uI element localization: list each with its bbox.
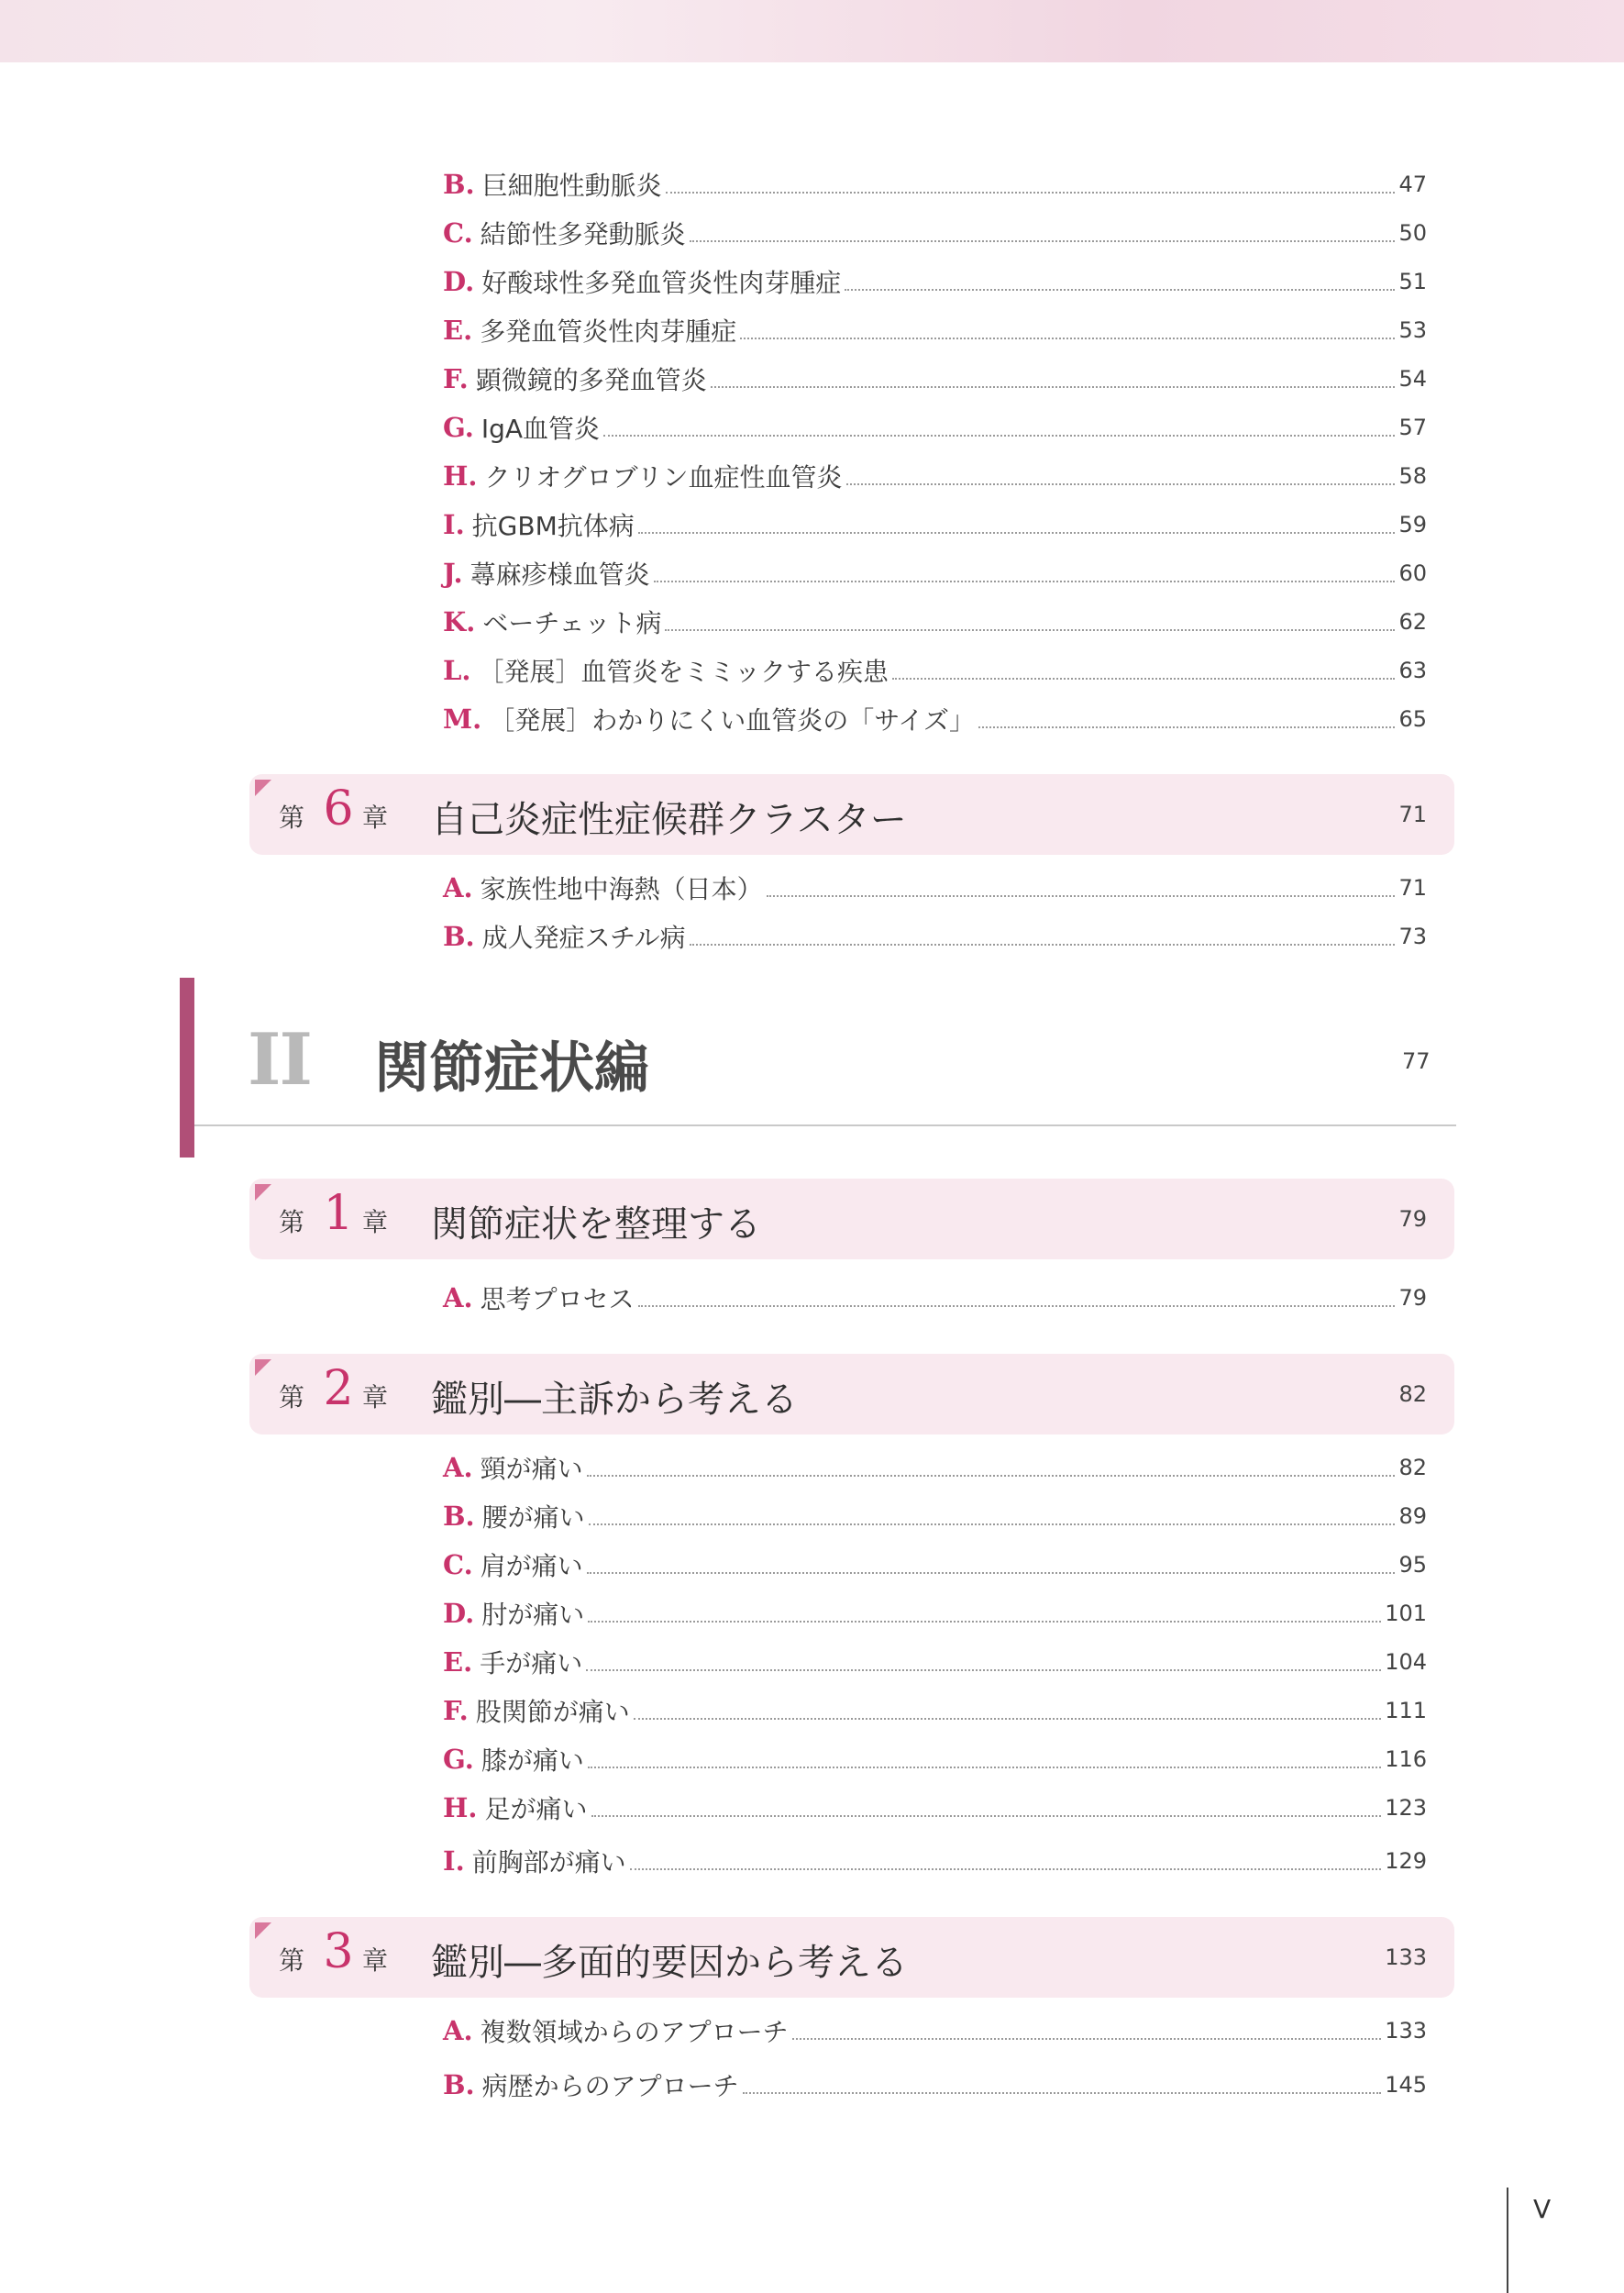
dot-leader bbox=[666, 192, 1396, 194]
dot-leader bbox=[845, 289, 1395, 291]
chapter-suffix: 章 bbox=[362, 1945, 389, 1976]
chapter-suffix: 章 bbox=[362, 1207, 389, 1237]
top-decorative-band bbox=[0, 0, 1624, 62]
part-accent-bar bbox=[180, 978, 194, 1158]
chapter-number: 2 bbox=[323, 1361, 354, 1416]
toc-entry[interactable] bbox=[443, 1448, 1427, 1487]
entry-letter: M. bbox=[443, 703, 482, 735]
entry-page: 60 bbox=[1398, 560, 1427, 586]
toc-entry[interactable] bbox=[443, 505, 1427, 544]
chapter-prefix: 第 bbox=[279, 1382, 305, 1412]
part-numeral: II bbox=[248, 1018, 311, 1102]
toc-entry[interactable] bbox=[443, 165, 1427, 204]
toc-entry[interactable] bbox=[443, 311, 1427, 349]
entry-page: 65 bbox=[1398, 706, 1427, 732]
toc-entry[interactable] bbox=[443, 2011, 1427, 2050]
dot-leader bbox=[767, 895, 1396, 897]
entry-title: 蕁麻疹様血管炎 bbox=[470, 559, 650, 590]
entry-letter: B. bbox=[443, 2069, 475, 2100]
chapter-suffix: 章 bbox=[362, 803, 389, 833]
entry-letter: K. bbox=[443, 606, 476, 637]
entry-letter: E. bbox=[443, 1646, 473, 1678]
chapter-title: 自己炎症性症候群クラスター bbox=[431, 799, 907, 841]
chapter-prefix: 第 bbox=[279, 1945, 305, 1976]
toc-entry[interactable] bbox=[443, 603, 1427, 641]
entry-letter: D. bbox=[443, 1598, 475, 1629]
entry-letter: E. bbox=[443, 315, 473, 346]
dot-leader bbox=[588, 1621, 1381, 1623]
entry-letter: G. bbox=[443, 1744, 474, 1775]
chapter-title: 鑑別―主訴から考える bbox=[431, 1379, 798, 1421]
dot-leader bbox=[690, 944, 1396, 946]
entry-page: 54 bbox=[1398, 366, 1427, 392]
dot-leader bbox=[711, 386, 1396, 388]
toc-entry[interactable] bbox=[443, 1643, 1427, 1681]
entry-page: 89 bbox=[1398, 1503, 1427, 1529]
dot-leader bbox=[634, 1718, 1381, 1720]
dot-leader bbox=[846, 483, 1396, 485]
chapter-suffix: 章 bbox=[362, 1382, 389, 1412]
entry-letter: A. bbox=[443, 872, 473, 903]
entry-title: 肩が痛い bbox=[480, 1551, 583, 1581]
entry-letter: B. bbox=[443, 921, 475, 952]
toc-entry[interactable] bbox=[443, 651, 1427, 690]
chapter-page: 71 bbox=[1398, 802, 1427, 827]
entry-title: 肘が痛い bbox=[481, 1600, 585, 1630]
page-number: V bbox=[1533, 2194, 1552, 2224]
chapter-number: 3 bbox=[323, 1924, 354, 1979]
toc-entry[interactable] bbox=[443, 1691, 1427, 1730]
entry-page: 53 bbox=[1398, 317, 1427, 343]
entry-page: 63 bbox=[1398, 658, 1427, 683]
entry-page: 95 bbox=[1398, 1552, 1427, 1578]
dot-leader bbox=[603, 435, 1395, 437]
entry-title: ［発展］血管炎をミミックする疾患 bbox=[478, 657, 889, 687]
part-divider bbox=[194, 1124, 1456, 1126]
entry-letter: J. bbox=[443, 558, 463, 589]
dot-leader bbox=[792, 2038, 1382, 2040]
entry-page: 50 bbox=[1398, 220, 1427, 246]
entry-title: 足が痛い bbox=[484, 1794, 588, 1824]
entry-letter: H. bbox=[443, 460, 478, 492]
dot-leader bbox=[630, 1868, 1382, 1870]
chapter-page: 79 bbox=[1398, 1206, 1427, 1232]
entry-letter: I. bbox=[443, 1845, 465, 1877]
toc-entry[interactable] bbox=[443, 917, 1427, 956]
entry-letter: I. bbox=[443, 509, 465, 540]
entry-title: 複数領域からのアプローチ bbox=[480, 2017, 789, 2047]
toc-entry[interactable] bbox=[443, 2066, 1427, 2104]
entry-page: 51 bbox=[1398, 269, 1427, 294]
toc-entry[interactable] bbox=[443, 869, 1427, 907]
entry-letter: A. bbox=[443, 1452, 473, 1483]
entry-page: 79 bbox=[1398, 1285, 1427, 1311]
dot-leader bbox=[978, 726, 1395, 728]
toc-entry[interactable] bbox=[443, 1842, 1427, 1880]
dot-leader bbox=[586, 1669, 1381, 1671]
dot-leader bbox=[740, 338, 1395, 339]
entry-title: ベーチェット病 bbox=[482, 608, 662, 638]
chapter-page: 133 bbox=[1385, 1944, 1427, 1970]
entry-title: 思考プロセス bbox=[480, 1284, 635, 1314]
entry-title: クリオグロブリン血症性血管炎 bbox=[484, 462, 843, 493]
entry-page: 73 bbox=[1398, 924, 1427, 949]
entry-title: 家族性地中海熱（日本） bbox=[480, 874, 763, 904]
entry-title: 多発血管炎性肉芽腫症 bbox=[480, 316, 737, 347]
entry-page: 104 bbox=[1385, 1649, 1427, 1675]
chapter-title: 関節症状を整理する bbox=[431, 1203, 761, 1246]
chapter-number: 1 bbox=[323, 1186, 354, 1241]
entry-letter: F. bbox=[443, 1695, 469, 1726]
entry-title: 結節性多発動脈炎 bbox=[480, 219, 686, 249]
chapter-prefix: 第 bbox=[279, 1207, 305, 1237]
toc-entry[interactable] bbox=[443, 554, 1427, 593]
entry-title: 抗GBM抗体病 bbox=[471, 511, 635, 541]
entry-letter: C. bbox=[443, 1549, 473, 1580]
corner-accent bbox=[255, 1922, 271, 1939]
entry-page: 123 bbox=[1385, 1795, 1427, 1821]
dot-leader bbox=[588, 1767, 1381, 1768]
entry-title: 頸が痛い bbox=[480, 1454, 583, 1484]
entry-page: 129 bbox=[1385, 1848, 1427, 1874]
entry-page: 62 bbox=[1398, 609, 1427, 635]
entry-page: 57 bbox=[1398, 415, 1427, 440]
toc-entry[interactable] bbox=[443, 214, 1427, 252]
entry-letter: L. bbox=[443, 655, 471, 686]
chapter-number: 6 bbox=[323, 781, 354, 836]
chapter-heading-6[interactable] bbox=[249, 774, 1454, 855]
part-title[interactable]: 関節症状編 bbox=[374, 1036, 649, 1101]
entry-letter: B. bbox=[443, 1501, 475, 1532]
toc-entry[interactable] bbox=[443, 1594, 1427, 1633]
entry-page: 101 bbox=[1385, 1601, 1427, 1626]
dot-leader bbox=[892, 678, 1396, 680]
entry-title: 腰が痛い bbox=[481, 1502, 585, 1533]
entry-page: 145 bbox=[1385, 2072, 1427, 2098]
chapter-heading-1[interactable] bbox=[249, 1179, 1454, 1259]
entry-page: 116 bbox=[1385, 1746, 1427, 1772]
dot-leader bbox=[589, 1523, 1396, 1525]
toc-entry[interactable] bbox=[443, 1789, 1427, 1827]
toc-entry[interactable] bbox=[443, 1279, 1427, 1317]
dot-leader bbox=[665, 629, 1395, 631]
entry-letter: G. bbox=[443, 412, 474, 443]
entry-page: 111 bbox=[1385, 1698, 1427, 1723]
toc-entry[interactable] bbox=[443, 360, 1427, 398]
dot-leader bbox=[587, 1572, 1396, 1574]
chapter-heading-2[interactable] bbox=[249, 1354, 1454, 1435]
entry-title: 手が痛い bbox=[480, 1648, 583, 1678]
entry-title: 顕微鏡的多発血管炎 bbox=[475, 365, 707, 395]
toc-entry[interactable] bbox=[443, 1545, 1427, 1584]
corner-accent bbox=[255, 1184, 271, 1201]
entry-letter: D. bbox=[443, 266, 475, 297]
entry-letter: B. bbox=[443, 169, 475, 200]
entry-title: 成人発症スチル病 bbox=[481, 923, 686, 953]
toc-entry[interactable] bbox=[443, 1497, 1427, 1535]
dot-leader bbox=[743, 2092, 1382, 2094]
chapter-title: 鑑別―多面的要因から考える bbox=[431, 1942, 908, 1984]
entry-page: 47 bbox=[1398, 172, 1427, 197]
corner-accent bbox=[255, 1359, 271, 1376]
entry-letter: A. bbox=[443, 2015, 473, 2046]
toc-entry[interactable] bbox=[443, 457, 1427, 495]
entry-letter: F. bbox=[443, 363, 469, 394]
entry-title: 前胸部が痛い bbox=[471, 1847, 626, 1878]
entry-page: 58 bbox=[1398, 463, 1427, 489]
entry-title: 病歴からのアプローチ bbox=[481, 2071, 739, 2101]
dot-leader bbox=[591, 1815, 1382, 1817]
chapter-page: 82 bbox=[1398, 1381, 1427, 1407]
entry-page: 59 bbox=[1398, 512, 1427, 537]
toc-entry[interactable] bbox=[443, 700, 1427, 738]
toc-entry[interactable] bbox=[443, 408, 1427, 447]
part-page: 77 bbox=[1402, 1048, 1431, 1074]
entry-title: 好酸球性多発血管炎性肉芽腫症 bbox=[481, 268, 842, 298]
dot-leader bbox=[654, 581, 1396, 582]
entry-letter: C. bbox=[443, 217, 473, 249]
entry-title: 股関節が痛い bbox=[475, 1697, 630, 1727]
entry-title: 巨細胞性動脈炎 bbox=[481, 171, 662, 201]
corner-accent bbox=[255, 780, 271, 796]
entry-title: IgA血管炎 bbox=[481, 414, 601, 444]
chapter-prefix: 第 bbox=[279, 803, 305, 833]
entry-page: 133 bbox=[1385, 2018, 1427, 2044]
entry-title: ［発展］わかりにくい血管炎の「サイズ」 bbox=[489, 705, 975, 736]
dot-leader bbox=[638, 1305, 1396, 1307]
entry-letter: A. bbox=[443, 1282, 473, 1313]
entry-title: 膝が痛い bbox=[481, 1745, 584, 1776]
dot-leader bbox=[587, 1475, 1396, 1477]
entry-page: 71 bbox=[1398, 875, 1427, 901]
chapter-heading-3[interactable] bbox=[249, 1917, 1454, 1998]
entry-page: 82 bbox=[1398, 1455, 1427, 1480]
folio-divider bbox=[1507, 2188, 1508, 2293]
toc-entry[interactable] bbox=[443, 1740, 1427, 1778]
dot-leader bbox=[638, 532, 1396, 534]
entry-letter: H. bbox=[443, 1792, 478, 1823]
toc-entry[interactable] bbox=[443, 262, 1427, 301]
dot-leader bbox=[690, 240, 1396, 242]
